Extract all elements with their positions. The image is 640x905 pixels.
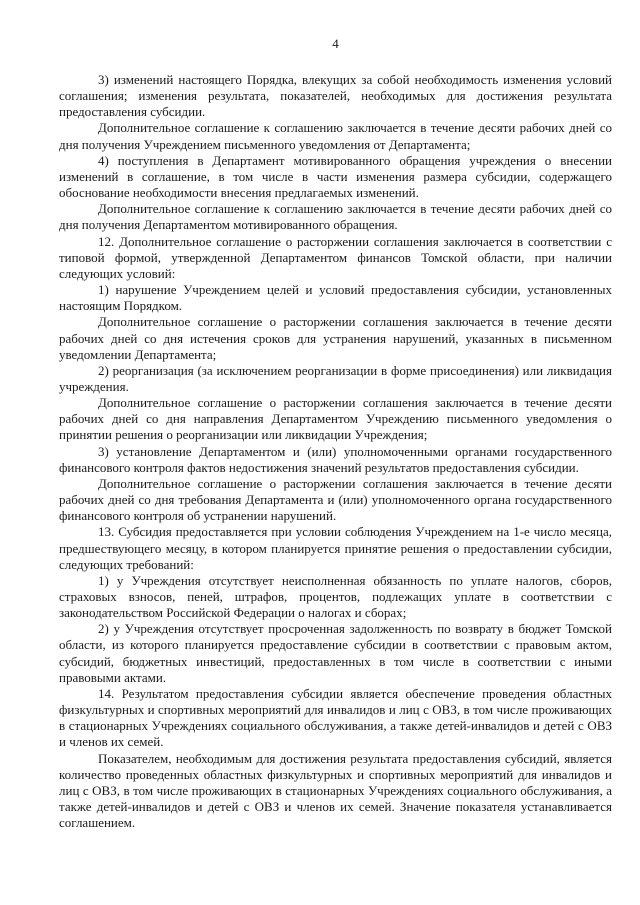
paragraph: Дополнительное соглашение о расторжении соглашения заключается в течение десяти рабочих дней со дня истечения сроков для устранения нарушений, указанных в письменном уведомлении Департамента;: [59, 314, 612, 362]
paragraph: Показателем, необходимым для достижения результата предоставления субсидий, является количество проведенных областных физкультурных и спортивных мероприятий для инвалидов и лиц с ОВЗ, в том числе проживающих в стационарных Учреждениях социального обслуживания, а также детей-инвалидов и детей с ОВЗ и членов их семей. Значение показателя устанавливается соглашением.: [59, 750, 612, 831]
page-number: 4: [332, 36, 339, 51]
paragraph: 13. Субсидия предоставляется при условии соблюдения Учреждением на 1-е число месяца, предшествующего месяцу, в котором планируется принятие решения о предоставлении субсидии, следующих требований:: [59, 524, 612, 572]
paragraph: 3) изменений настоящего Порядка, влекущих за собой необходимость изменения условий соглашения; изменения результата, показателей, необходимых для достижения результата предоставления субсидии.: [59, 72, 612, 120]
paragraph: 14. Результатом предоставления субсидии является обеспечение проведения областных физкультурных и спортивных мероприятий для инвалидов и лиц с ОВЗ, в том числе проживающих в стационарных Учреждениях социального обслуживания, а также детей-инвалидов и детей с ОВЗ и членов их семей.: [59, 685, 612, 750]
paragraph: Дополнительное соглашение к соглашению заключается в течение десяти рабочих дней со дня получения Учреждением письменного уведомления от Департамента;: [59, 120, 612, 152]
paragraph: 1) нарушение Учреждением целей и условий предоставления субсидии, установленных настоящим Порядком.: [59, 282, 612, 314]
paragraph: 3) установление Департаментом и (или) уполномоченными органами государственного финансового контроля фактов недостижения значений результатов предоставления субсидии.: [59, 443, 612, 475]
paragraph: 2) у Учреждения отсутствует просроченная задолженность по возврату в бюджет Томской области, из которого планируется предоставление субсидии в соответствии с правовым актом, субсидий, бюджетных инвестиций, предоставленных в том числе в соответствии с иными правовыми актами.: [59, 621, 612, 685]
paragraph: 4) поступления в Департамент мотивированного обращения учреждения о внесении изменений в соглашение, в том числе в части изменения размера субсидии, содержащего обоснование необходимости внесения предлагаемых изменений.: [59, 152, 612, 201]
paragraph: 1) у Учреждения отсутствует неисполненная обязанность по уплате налогов, сборов, страховых взносов, пеней, штрафов, процентов, подлежащих уплате в соответствии с законодательством Российской Федерации о налогах и сборах;: [59, 572, 612, 621]
paragraph: Дополнительное соглашение к соглашению заключается в течение десяти рабочих дней со дня получения Департаментом мотивированного обращения.: [59, 201, 612, 233]
paragraph: 2) реорганизация (за исключением реорганизации в форме присоединения) или ликвидация учреждения.: [59, 362, 612, 394]
document-body: [59, 72, 612, 831]
paragraph: 12. Дополнительное соглашение о расторжении соглашения заключается в соответствии с типовой формой, утвержденной Департаментом финансов Томской области, при наличии следующих условий:: [59, 233, 612, 281]
paragraph: Дополнительное соглашение о расторжении соглашения заключается в течение десяти рабочих дней со дня направления Департаментом Учреждению письменного уведомления о принятии решения о реорганизации или ликвидации Учреждения;: [59, 395, 612, 443]
paragraph: Дополнительное соглашение о расторжении соглашения заключается в течение десяти рабочих дней со дня требования Департамента и (или) уполномоченного органа государственного финансового контроля об устранении нарушений.: [59, 475, 612, 524]
